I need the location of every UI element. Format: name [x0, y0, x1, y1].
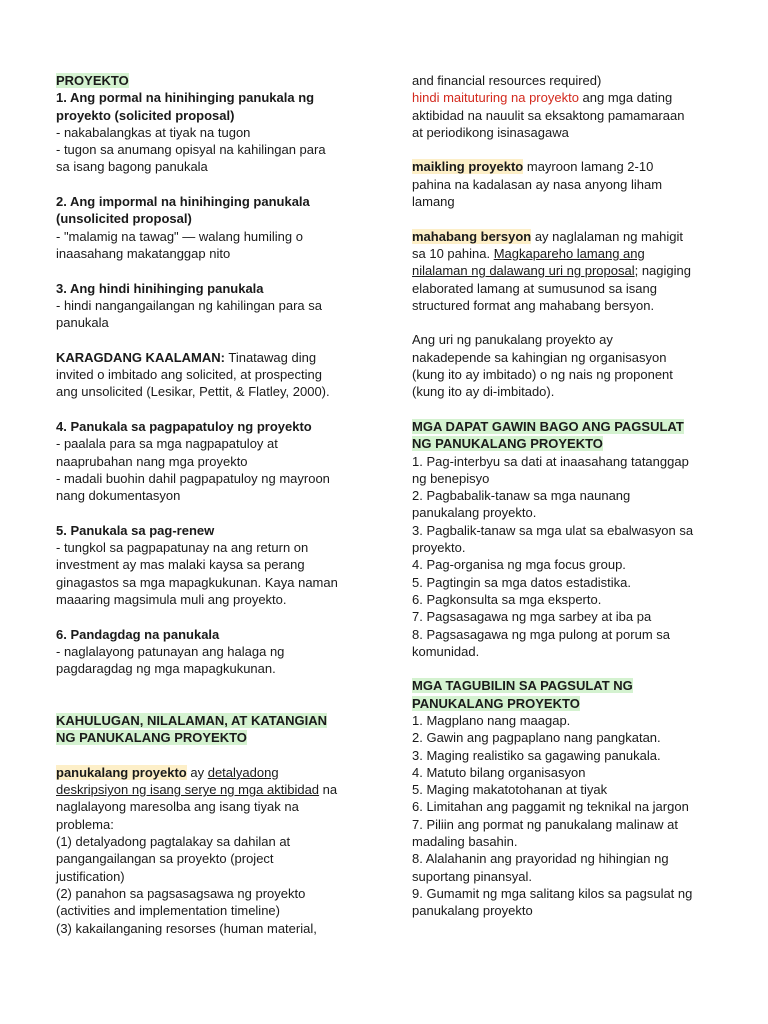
s4-title: 4. Panukala sa pagpapatuloy ng proyekto	[56, 418, 312, 434]
s1-title-line1: 1. Ang pormal na hinihinging panukala ng	[56, 90, 315, 106]
ang-line1: Ang uri ng panukalang proyekto ay	[412, 332, 613, 348]
proyekto-heading: PROYEKTO	[56, 73, 129, 88]
dapat-item1a: 1. Pag-interbyu sa dati at inaasahang tatanggap	[412, 453, 689, 469]
pp-line4: problema:	[56, 816, 114, 832]
right-column	[412, 72, 712, 920]
pp-ay: ay	[186, 764, 208, 780]
s2-line1: - "malamig na tawag" — walang humiling o	[56, 228, 303, 244]
kahulugan-heading-line1: KAHULUGAN, NILALAMAN, AT KATANGIAN	[56, 712, 328, 728]
mb-line1	[412, 228, 712, 245]
pp-term: panukalang proyekto	[56, 764, 187, 780]
karagdag-line3: ang unsolicited (Lesikar, Pettit, & Flatley, 2000).	[56, 384, 330, 400]
ang-line2: nakadepende sa kahingian ng organisasyon	[412, 349, 667, 365]
mk-line3: lamang	[412, 194, 455, 210]
dapat-item3a: 3. Pagbalik-tanaw sa mga ulat sa ebalwasyon sa	[412, 522, 694, 538]
mb-rest: ay naglalaman ng mahigit	[531, 228, 683, 244]
r-line1: and financial resources required)	[412, 73, 602, 88]
s2-line2: inaasahang makatanggap nito	[56, 245, 231, 261]
tag-item3: 3. Maging realistiko sa gagawing panukala.	[412, 747, 661, 763]
tag-item9a: 9. Gumamit ng mga salitang kilos sa pagsulat ng	[412, 885, 693, 901]
mb-l3-underline: nilalaman ng dalawang uri ng proposal	[412, 263, 635, 279]
s1-line3: sa isang bagong panukala	[56, 159, 208, 175]
r-line3: aktibidad na nauulit sa eksaktong pamamaraan	[412, 107, 685, 123]
s5-line1: - tungkol sa pagpapatunay na ang return on	[56, 540, 309, 556]
s4-line2: naaprubahan nang mga proyekto	[56, 453, 248, 469]
pp-line9: (activities and implementation timeline)	[56, 903, 280, 919]
pp-underline2: deskripsiyon ng isang serye ng mga aktibidad	[56, 782, 320, 798]
mb-line2	[412, 245, 712, 262]
tag-item7a: 7. Piliin ang pormat ng panukalang malinaw at	[412, 816, 678, 832]
dapat-item5: 5. Pagtingin sa mga datos estadistika.	[412, 574, 631, 590]
tag-item8b: suportang pinansyal.	[412, 868, 532, 884]
pp-line6: pangangailangan sa proyekto (project	[56, 851, 274, 867]
mb-l3-rest: ; nagiging	[634, 263, 691, 279]
pp-line5: (1) detalyadong pagtalakay sa dahilan at	[56, 834, 291, 850]
s4-line1: - paalala para sa mga nagpapatuloy at	[56, 436, 278, 452]
mk-term: maikling proyekto	[412, 159, 524, 175]
s2-title-line1: 2. Ang impormal na hinihinging panukala	[56, 194, 310, 210]
s6-title: 6. Pandagdag na panukala	[56, 626, 220, 642]
left-column	[56, 72, 356, 937]
s3-title: 3. Ang hindi hinihinging panukala	[56, 280, 264, 296]
tagubilin-heading-line2: PANUKALANG PROYEKTO	[412, 695, 580, 711]
mb-l2-a: sa 10 pahina.	[412, 245, 494, 261]
tag-item6: 6. Limitahan ang paggamit ng teknikal na jargon	[412, 799, 689, 815]
mk-line1	[412, 158, 712, 175]
s3-line2: panukala	[56, 315, 109, 331]
pp-line7: justification)	[56, 868, 125, 884]
pp-line8: (2) panahon sa pagsasagsawa ng proyekto	[56, 885, 306, 901]
s1-line2: - tugon sa anumang opisyal na kahilingan para	[56, 142, 326, 158]
pp-line1	[56, 764, 356, 781]
tagubilin-heading-line1: MGA TAGUBILIN SA PAGSULAT NG	[412, 678, 633, 694]
dapat-item7: 7. Pagsasagawa ng mga sarbey at iba pa	[412, 609, 652, 625]
r-line2	[412, 89, 712, 106]
r-line2-rest: ang mga dating	[578, 90, 673, 106]
s5-line2: investment ay mas malaki kaysa sa perang	[56, 557, 305, 573]
dapat-item4: 4. Pag-organisa ng mga focus group.	[412, 557, 626, 573]
tag-item4: 4. Matuto bilang organisasyon	[412, 764, 586, 780]
s4-line3: - madali buohin dahil pagpapatuloy ng mayroon	[56, 470, 330, 486]
pp-na: na	[319, 782, 338, 798]
karagdag-line1	[56, 349, 356, 366]
pp-underline1: detalyadong	[207, 764, 279, 780]
s5-title: 5. Panukala sa pag-renew	[56, 522, 215, 538]
dapat-heading-line1: MGA DAPAT GAWIN BAGO ANG PAGSULAT	[412, 418, 684, 434]
s3-line1: - hindi nangangailangan ng kahilingan para sa	[56, 297, 322, 313]
dapat-item1b: ng benepisyo	[412, 470, 490, 486]
tag-item5: 5. Maging makatotohanan at tiyak	[412, 782, 608, 798]
mb-line5: structured format ang mahabang bersyon.	[412, 297, 655, 313]
kahulugan-heading-line2: NG PANUKALANG PROYEKTO	[56, 730, 247, 746]
mk-line2: pahina na kadalasan ay nasa anyong liham	[412, 176, 663, 192]
pp-line3: naglalayong maresolba ang isang tiyak na	[56, 799, 299, 815]
dapat-heading-line2: NG PANUKALANG PROYEKTO	[412, 436, 603, 452]
tag-item1: 1. Magplano nang maagap.	[412, 712, 571, 728]
pp-line10: (3) kakailanganing resorses (human material,	[56, 920, 317, 936]
mb-line3	[412, 262, 712, 279]
s6-line1: - naglalayong patunayan ang halaga ng	[56, 643, 285, 659]
dapat-item8b: komunidad.	[412, 643, 480, 659]
karagdag-line2: invited o imbitado ang solicited, at prospecting	[56, 367, 322, 383]
s4-line4: nang dokumentasyon	[56, 488, 181, 504]
s5-line3: ginagastos sa mga mapagkukunan. Kaya naman	[56, 574, 338, 590]
mb-l2-underline: Magkapareho lamang ang	[493, 245, 645, 261]
pp-line2	[56, 781, 356, 798]
dapat-item2a: 2. Pagbabalik-tanaw sa mga naunang	[412, 488, 631, 504]
mk-rest: mayroon lamang 2-10	[523, 159, 654, 175]
dapat-item2b: panukalang proyekto.	[412, 505, 537, 521]
tag-item2: 2. Gawin ang pagpaplano nang pangkatan.	[412, 730, 661, 746]
ang-line4: (kung ito ay di-imbitado).	[412, 384, 555, 400]
s5-line4: maaaring magsimula muli ang proyekto.	[56, 591, 287, 607]
dapat-item8a: 8. Pagsasagawa ng mga pulong at porum sa	[412, 626, 671, 642]
mb-line4: elaborated lamang at sumusunod sa isang	[412, 280, 657, 296]
karagdag-label: KARAGDANG KAALAMAN:	[56, 349, 225, 365]
dapat-item3b: proyekto.	[412, 540, 466, 556]
r-red-phrase: hindi maituturing na proyekto	[412, 90, 579, 106]
mb-term: mahabang bersyon	[412, 228, 532, 244]
r-line4: at periodikong isinasagawa	[412, 124, 569, 140]
s1-title-line2: proyekto (solicited proposal)	[56, 107, 235, 123]
tag-item7b: madaling basahin.	[412, 834, 518, 850]
ang-line3: (kung ito ay imbitado) o ng nais ng proponent	[412, 367, 673, 383]
karagdag-text: Tinatawag ding	[224, 349, 317, 365]
s2-title-line2: (unsolicited proposal)	[56, 211, 192, 227]
s1-line1: - nakabalangkas at tiyak na tugon	[56, 124, 251, 140]
s6-line2: pagdaragdag ng mga mapagkukunan.	[56, 661, 276, 677]
dapat-item6: 6. Pagkonsulta sa mga eksperto.	[412, 591, 602, 607]
tag-item9b: panukalang proyekto	[412, 903, 533, 919]
tag-item8a: 8. Alalahanin ang prayoridad ng hihingian ng	[412, 851, 669, 867]
